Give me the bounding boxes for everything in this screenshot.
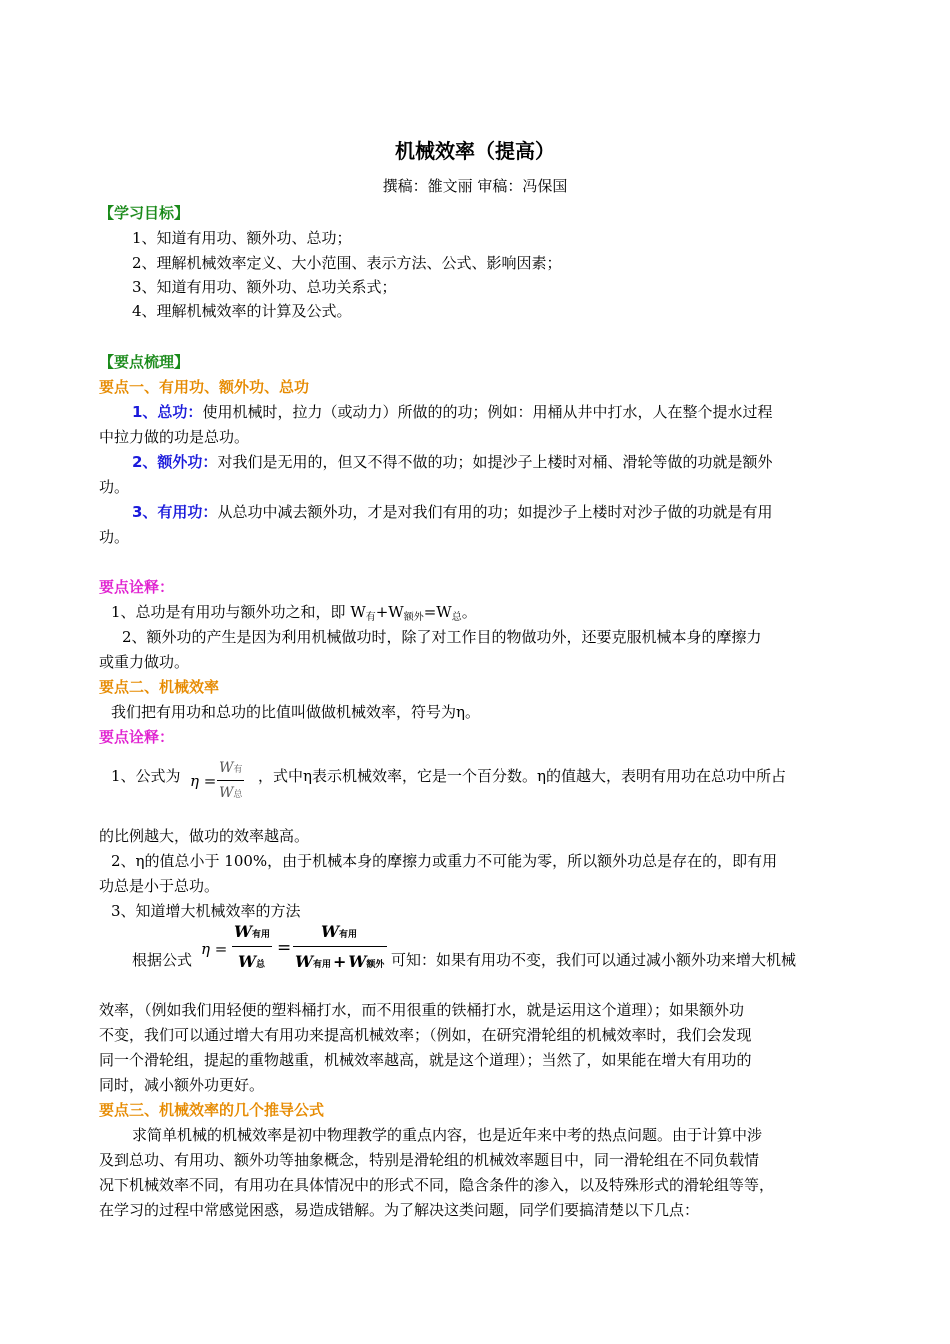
definition-total-work	[132, 402, 772, 422]
goal-item: 4、理解机械效率的计算及公式。	[132, 302, 352, 320]
goal-item: 3、知道有用功、额外功、总功关系式；	[132, 278, 397, 296]
note-line: 2、额外功的产生是因为利用机械做功时，除了对工作目的物做功外，还要克服机械本身的摩擦力	[122, 628, 762, 646]
formula-numerator: W有	[219, 760, 243, 776]
formula-numerator: W有用	[234, 922, 270, 941]
term-label: 1、总功：	[132, 403, 203, 421]
key-points-heading: 【要点梳理】	[99, 353, 190, 371]
fraction-bar	[217, 780, 244, 781]
note-heading: 要点诠释：	[99, 728, 175, 746]
definition-text: 对我们是无用的，但又不得不做的功；如提沙子上楼时对桶、滑轮等做的功就是额外	[217, 453, 773, 471]
formula-denominator: W有用 + W额外	[295, 952, 385, 971]
note-line: 功总是小于总功。	[99, 877, 220, 895]
term-label: 2、额外功：	[132, 453, 218, 471]
note-heading: 要点诠释：	[99, 578, 175, 596]
formula-explanation: 可知：如果有用功不变，我们可以通过减小额外功来增大机械	[391, 951, 797, 969]
goal-item: 2、理解机械效率定义、大小范围、表示方法、公式、影响因素；	[132, 254, 562, 272]
definition-text: 中拉力做的功是总功。	[99, 428, 250, 446]
paragraph-line: 同时，减小额外功更好。	[99, 1076, 265, 1094]
learning-goals-heading: 【学习目标】	[99, 204, 190, 222]
note-line: 或重力做功。	[99, 653, 190, 671]
formula-prefix: 根据公式	[132, 951, 193, 969]
definition-text: 功。	[99, 528, 130, 546]
paragraph-line: 求简单机械的机械效率是初中物理教学的重点内容，也是近年来中考的热点问题。由于计算中涉	[132, 1126, 763, 1144]
formula-explanation: ，式中η表示机械效率，它是一个百分数。η的值越大，表明有用功在总功中所占	[258, 767, 786, 785]
eta-symbol: η =	[190, 772, 217, 790]
section-heading-2: 要点二、机械效率	[99, 678, 220, 696]
definition-efficiency: 我们把有用功和总功的比值叫做做机械效率，符号为η。	[111, 703, 480, 721]
equals-sign: =	[277, 938, 292, 958]
definition-extra-work	[132, 452, 772, 472]
definition-text: 使用机械时，拉力（或动力）所做的的功；例如：用桶从井中打水，人在整个提水过程	[202, 403, 773, 421]
definition-text: 从总功中减去额外功，才是对我们有用的功；如提沙子上楼时对沙子做的功就是有用	[217, 503, 773, 521]
paragraph-line: 在学习的过程中常感觉困惑，易造成错解。为了解决这类问题，同学们要搞清楚以下几点：	[99, 1201, 700, 1219]
eta-symbol: η =	[201, 940, 228, 958]
byline: 撰稿：雒文丽 审稿：冯保国	[382, 177, 568, 195]
formula-prefix: 1、公式为	[111, 767, 181, 785]
paragraph-line: 不变，我们可以通过增大有用功来提高机械效率；（例如，在研究滑轮组的机械效率时，我们会发现	[99, 1026, 752, 1044]
definition-text: 功。	[99, 478, 130, 496]
note-line: 1、总功是有用功与额外功之和，即 $W_有+W_{额外}=W_总$。	[111, 603, 477, 623]
note-line: 3、知道增大机械效率的方法	[111, 902, 301, 920]
formula-denominator: W总	[238, 952, 265, 971]
goal-item: 1、知道有用功、额外功、总功；	[132, 229, 352, 247]
note-line: 2、η的值总小于 100%，由于机械本身的摩擦力或重力不可能为零，所以额外功总是存在的，即有用	[111, 852, 778, 870]
paragraph-line: 效率，（例如我们用轻便的塑料桶打水，而不用很重的铁桶打水，就是运用这个道理）；如果额外功	[99, 1001, 745, 1019]
fraction-bar	[232, 946, 272, 947]
formula-numerator: W有用	[321, 922, 357, 941]
paragraph-line: 况下机械效率不同，有用功在具体情况中的形式不同，隐含条件的渗入，以及特殊形式的滑轮组等等，	[99, 1176, 775, 1194]
note-line: 的比例越大，做功的效率越高。	[99, 827, 310, 845]
paragraph-line: 同一个滑轮组，提起的重物越重，机械效率越高，就是这个道理）；当然了，如果能在增大有用功的	[99, 1051, 752, 1069]
section-heading-3: 要点三、机械效率的几个推导公式	[99, 1101, 325, 1119]
section-heading-1: 要点一、有用功、额外功、总功	[99, 378, 310, 396]
formula-denominator: W总	[219, 785, 243, 801]
definition-useful-work	[132, 502, 772, 522]
fraction-bar	[293, 946, 387, 947]
document-title: 机械效率（提高）	[395, 139, 555, 163]
term-label: 3、有用功：	[132, 503, 218, 521]
paragraph-line: 及到总功、有用功、额外功等抽象概念，特别是滑轮组的机械效率题目中，同一滑轮组在不同负载情	[99, 1151, 760, 1169]
